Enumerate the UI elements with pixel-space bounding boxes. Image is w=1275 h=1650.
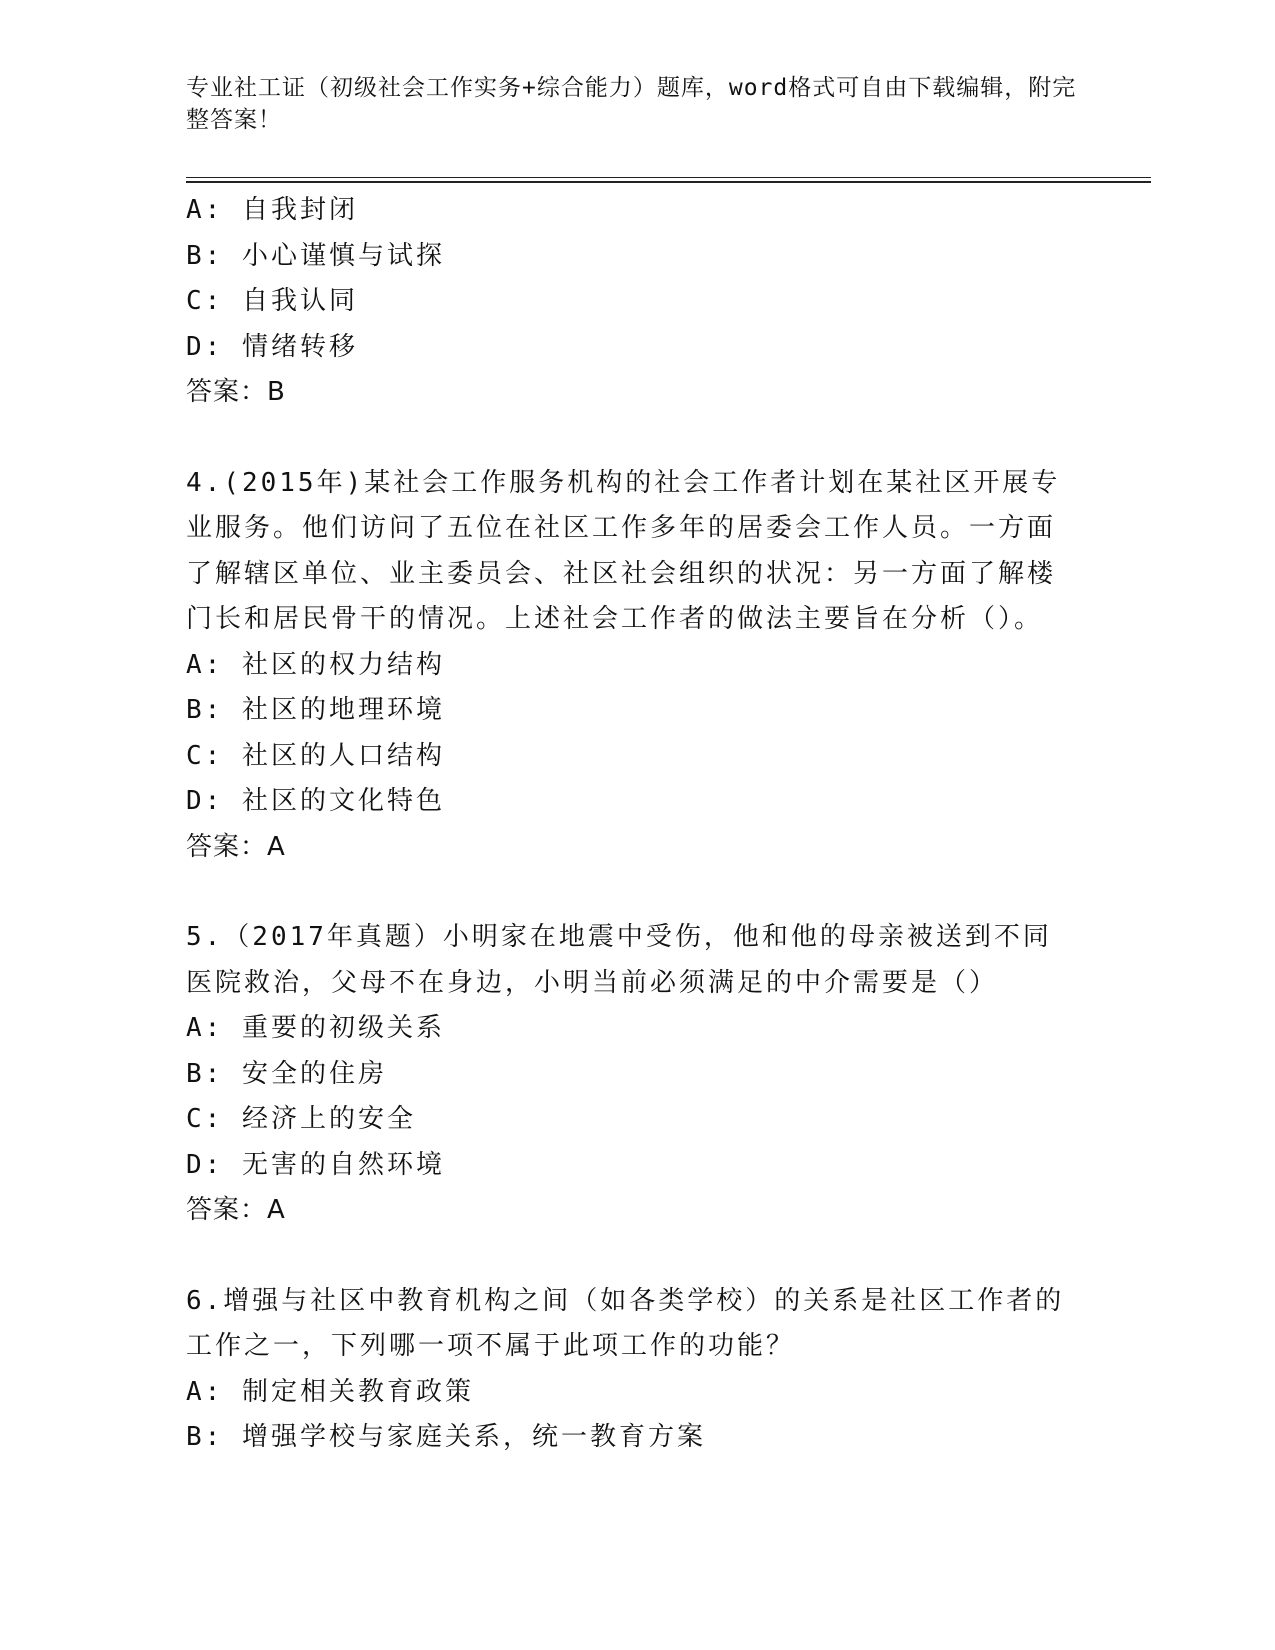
header-divider bbox=[186, 177, 1151, 178]
question-stem: 6.增强与社区中教育机构之间（如各类学校）的关系是社区工作者的工作之一，下列哪一项不属于此项工作的功能？ bbox=[186, 1285, 1065, 1361]
answer: 答案：A bbox=[186, 831, 286, 862]
question-stem: 4.(2015年)某社会工作服务机构的社会工作者计划在某社区开展专业服务。他们访问了五位在社区工作多年的居委会工作人员。一方面了解辖区单位、业主委员会、社区社会组织的状况：另一方面了解楼门长和居民骨干的情况。上述社会工作者的做法主要旨在分析（）。 bbox=[186, 467, 1061, 634]
option-c: C: 社区的人口结构 bbox=[186, 740, 445, 771]
option-b: B: 小心谨慎与试探 bbox=[186, 240, 445, 271]
answer: 答案：B bbox=[186, 377, 286, 407]
answer: 答案：A bbox=[186, 1195, 286, 1225]
page-header: 专业社工证（初级社会工作实务+综合能力）题库，word格式可自由下载编辑，附完整答案！ bbox=[186, 75, 1077, 133]
option-b: B: 增强学校与家庭关系，统一教育方案 bbox=[186, 1422, 706, 1452]
question-4 bbox=[186, 461, 1086, 871]
header-divider-thick bbox=[186, 181, 1151, 183]
question-stem: 5.（2017年真题）小明家在地震中受伤，他和他的母亲被送到不同医院救治，父母不在身边，小明当前必须满足的中介需要是（） bbox=[186, 922, 1052, 998]
option-d: D: 无害的自然环境 bbox=[186, 1149, 445, 1180]
question-3 bbox=[186, 188, 1086, 416]
option-d: D: 社区的文化特色 bbox=[186, 786, 445, 816]
option-a: A: 社区的权力结构 bbox=[186, 649, 445, 680]
option-c: C: 经济上的安全 bbox=[186, 1104, 416, 1134]
question-content bbox=[186, 188, 1086, 1461]
option-a: A: 重要的初级关系 bbox=[186, 1013, 445, 1043]
question-5 bbox=[186, 915, 1086, 1234]
question-6 bbox=[186, 1279, 1086, 1461]
option-a: A: 自我封闭 bbox=[186, 195, 358, 225]
option-d: D: 情绪转移 bbox=[186, 331, 358, 362]
option-c: C: 自我认同 bbox=[186, 286, 358, 316]
option-b: B: 安全的住房 bbox=[186, 1058, 387, 1089]
option-b: B: 社区的地理环境 bbox=[186, 695, 445, 725]
option-a: A: 制定相关教育政策 bbox=[186, 1376, 474, 1407]
